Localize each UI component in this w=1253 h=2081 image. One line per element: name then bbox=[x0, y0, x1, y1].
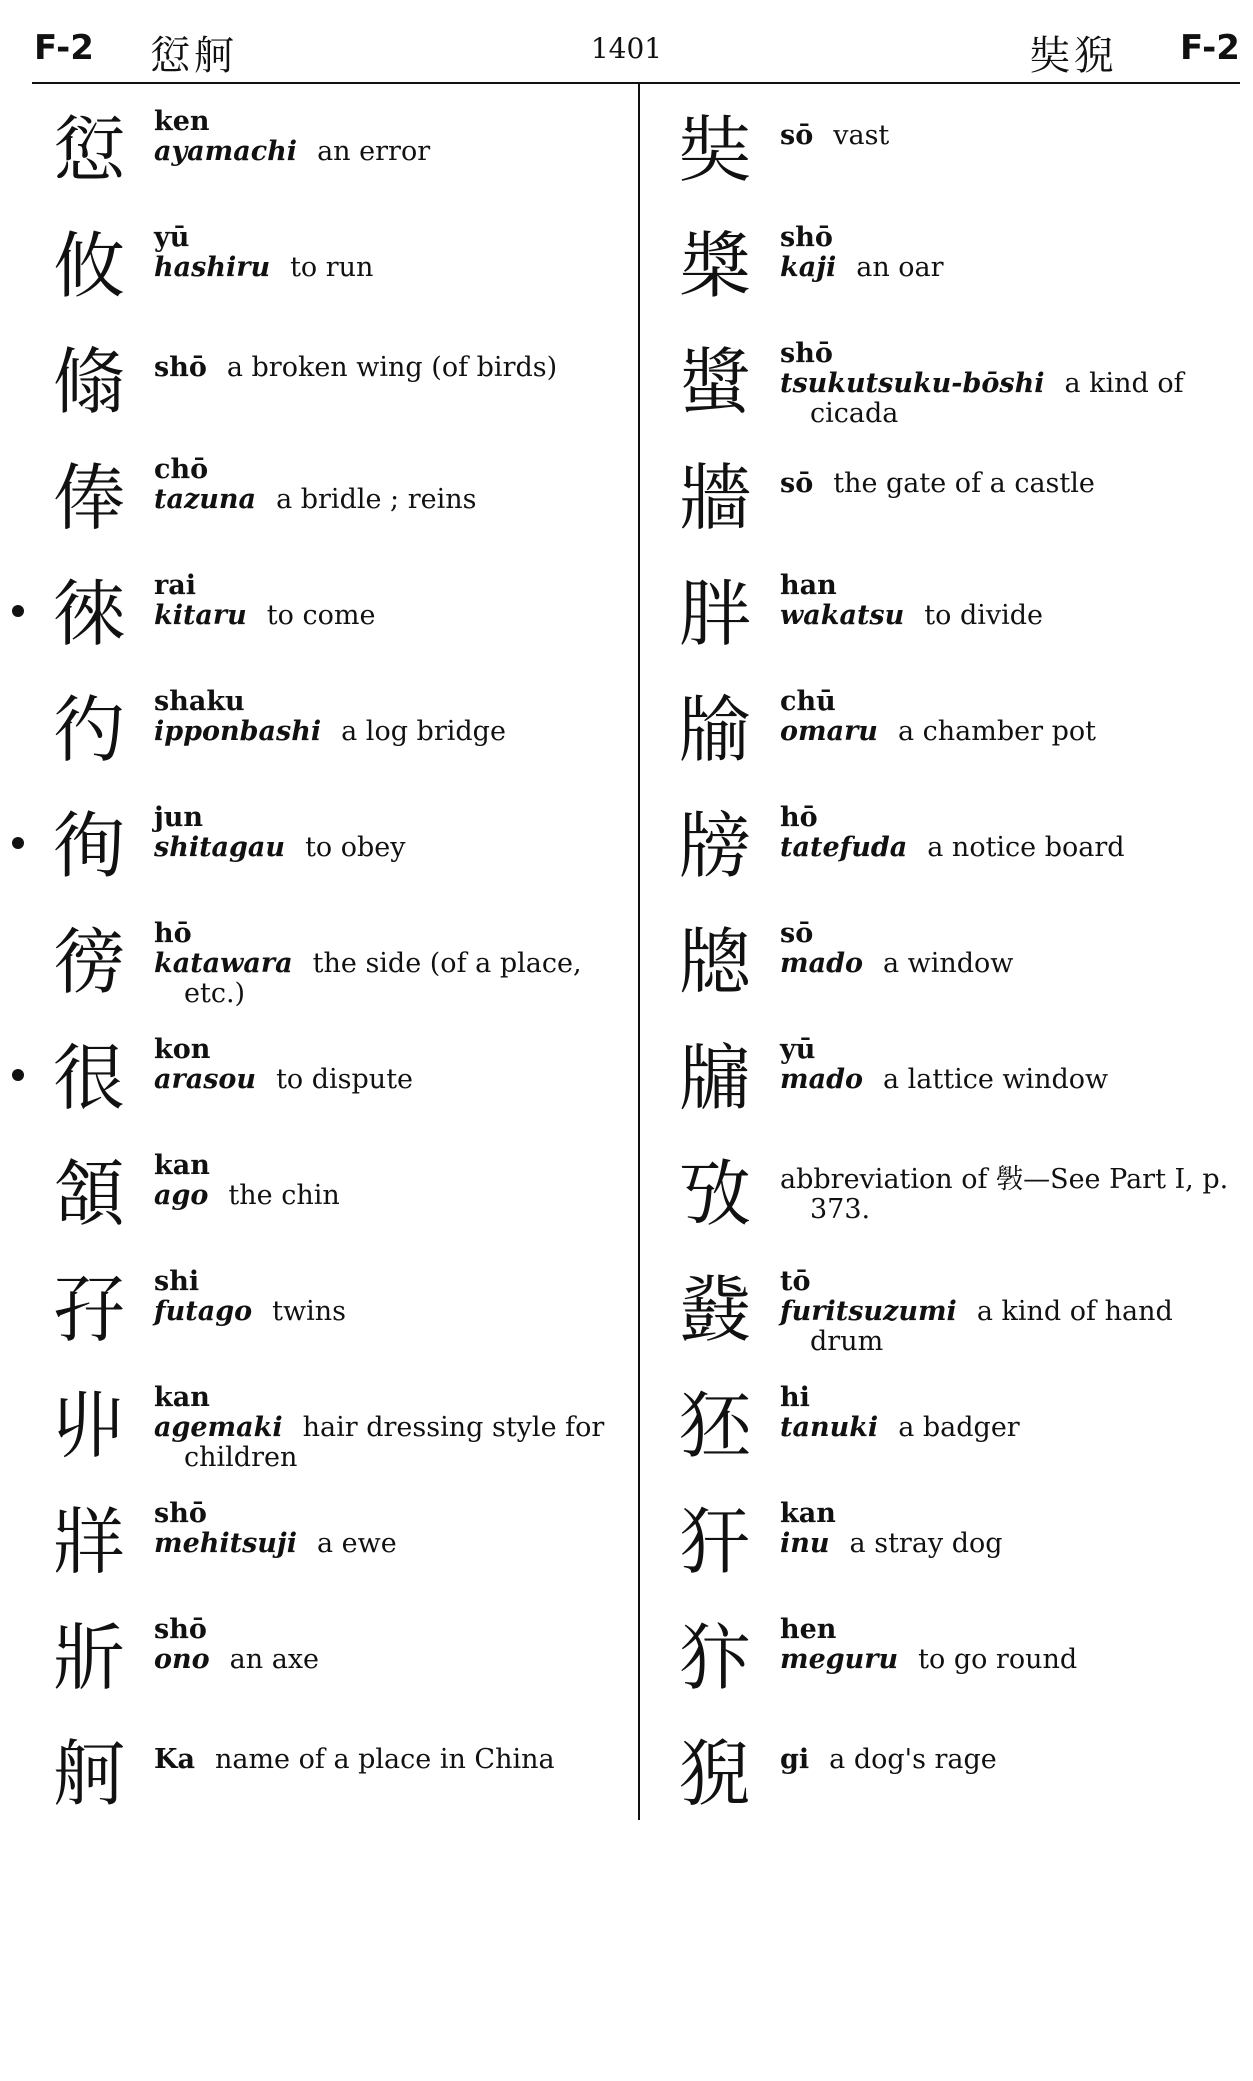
entry-character: 犴 bbox=[678, 1500, 751, 1584]
definition: abbreviation of 斅—See Part I, p. bbox=[780, 1164, 1229, 1195]
definition: the gate of a castle bbox=[833, 468, 1095, 499]
entry-character: 猊 bbox=[678, 1732, 751, 1816]
definition: a kind of hand bbox=[976, 1296, 1173, 1327]
entry-text bbox=[780, 223, 1240, 283]
entry-text bbox=[154, 919, 621, 1009]
entry-text bbox=[780, 687, 1240, 747]
on-reading: yū bbox=[780, 1034, 816, 1065]
entry-text bbox=[154, 1383, 621, 1473]
kun-reading: katawara bbox=[154, 948, 293, 979]
on-reading: shō bbox=[780, 222, 833, 253]
on-reading: shō bbox=[780, 338, 833, 369]
on-reading: chō bbox=[154, 454, 209, 485]
kun-reading: tazuna bbox=[154, 484, 257, 515]
entry-text bbox=[154, 1267, 621, 1327]
kun-reading: ago bbox=[154, 1180, 209, 1211]
definition: twins bbox=[272, 1296, 346, 1327]
entry-character: 俸 bbox=[52, 456, 125, 540]
definition: a window bbox=[882, 948, 1014, 979]
entry-character: 鼗 bbox=[678, 1268, 751, 1352]
dictionary-entry bbox=[660, 1603, 1245, 1713]
entry-text bbox=[780, 803, 1240, 863]
kun-reading: ayamachi bbox=[154, 136, 298, 167]
entry-text bbox=[780, 1499, 1240, 1559]
kun-reading: tanuki bbox=[780, 1412, 879, 1443]
entry-text bbox=[154, 1745, 621, 1775]
page-header bbox=[0, 0, 1253, 80]
dictionary-entry bbox=[660, 327, 1245, 437]
dictionary-entry bbox=[34, 1371, 626, 1481]
dictionary-entry bbox=[34, 1719, 626, 1829]
entry-character: 攷 bbox=[678, 1152, 751, 1236]
entry-text bbox=[780, 1745, 1240, 1775]
dictionary-entry bbox=[660, 211, 1245, 321]
entry-character: 槳 bbox=[678, 224, 751, 308]
dictionary-entry bbox=[660, 95, 1245, 205]
on-reading: shō bbox=[154, 1498, 207, 1529]
dictionary-entry bbox=[34, 1255, 626, 1365]
kun-reading: kaji bbox=[780, 252, 837, 283]
dictionary-entry bbox=[660, 1371, 1245, 1481]
on-reading: kon bbox=[154, 1034, 211, 1065]
entry-text bbox=[154, 107, 621, 167]
kun-reading: shitagau bbox=[154, 832, 286, 863]
definition: a log bridge bbox=[341, 716, 506, 747]
entry-text bbox=[154, 353, 621, 383]
dictionary-entry bbox=[660, 1719, 1245, 1829]
entry-marker-dot bbox=[12, 1069, 24, 1081]
definition: to dispute bbox=[276, 1064, 414, 1095]
on-reading: sō bbox=[780, 120, 814, 151]
on-reading: gi bbox=[780, 1744, 810, 1775]
kun-reading: hashiru bbox=[154, 252, 271, 283]
entry-character: 翛 bbox=[52, 340, 125, 424]
dictionary-entry bbox=[34, 1139, 626, 1249]
dictionary-entry bbox=[660, 675, 1245, 785]
dictionary-entry bbox=[34, 559, 626, 669]
entry-character: 彴 bbox=[52, 688, 125, 772]
dictionary-entry bbox=[660, 1139, 1245, 1249]
entry-text bbox=[780, 1267, 1240, 1357]
dictionary-entry bbox=[34, 907, 626, 1017]
on-reading: yū bbox=[154, 222, 190, 253]
definition: a notice board bbox=[927, 832, 1125, 863]
entry-text bbox=[780, 121, 1240, 151]
entry-marker-dot bbox=[12, 837, 24, 849]
entry-text bbox=[780, 339, 1240, 429]
entry-text bbox=[154, 1615, 621, 1675]
entry-character: 丱 bbox=[52, 1384, 125, 1468]
entry-character: 牕 bbox=[678, 920, 751, 1004]
definition: an error bbox=[317, 136, 431, 167]
kun-reading: mehitsuji bbox=[154, 1528, 297, 1559]
definition: an axe bbox=[229, 1644, 320, 1675]
definition: a badger bbox=[898, 1412, 1020, 1443]
on-reading: shaku bbox=[154, 686, 245, 717]
definition: a stray dog bbox=[849, 1528, 1003, 1559]
on-reading: hō bbox=[780, 802, 818, 833]
definition-continuation: children bbox=[184, 1442, 298, 1473]
entry-character: 胖 bbox=[678, 572, 751, 656]
entry-text bbox=[780, 1165, 1240, 1225]
on-reading: kan bbox=[780, 1498, 836, 1529]
dictionary-entry bbox=[34, 443, 626, 553]
kun-reading: tatefuda bbox=[780, 832, 908, 863]
entry-text bbox=[154, 455, 621, 515]
on-reading: hi bbox=[780, 1382, 810, 1413]
entry-text bbox=[154, 223, 621, 283]
definition: vast bbox=[833, 120, 890, 151]
kun-reading: ono bbox=[154, 1644, 210, 1675]
kun-reading: kitaru bbox=[154, 600, 247, 631]
definition: a chamber pot bbox=[897, 716, 1096, 747]
on-reading: chū bbox=[780, 686, 836, 717]
kun-reading: tsukutsuku-bōshi bbox=[780, 368, 1045, 399]
kun-reading: inu bbox=[780, 1528, 830, 1559]
dictionary-entry bbox=[660, 791, 1245, 901]
kun-reading: wakatsu bbox=[780, 600, 905, 631]
on-reading: han bbox=[780, 570, 837, 601]
definition: a bridle ; reins bbox=[276, 484, 477, 515]
dictionary-entry bbox=[34, 1603, 626, 1713]
header-rule bbox=[32, 82, 1240, 84]
kun-reading: furitsuzumi bbox=[780, 1296, 957, 1327]
definition-continuation: etc.) bbox=[184, 978, 246, 1009]
entry-text bbox=[780, 919, 1240, 979]
kun-reading: arasou bbox=[154, 1064, 257, 1095]
entry-character: 愆 bbox=[52, 108, 125, 192]
dictionary-entry bbox=[34, 95, 626, 205]
entry-character: 斨 bbox=[52, 1616, 125, 1700]
entry-character: 徇 bbox=[52, 804, 125, 888]
on-reading: Ka bbox=[154, 1744, 195, 1775]
dictionary-entry bbox=[34, 327, 626, 437]
entry-text bbox=[154, 803, 621, 863]
entry-character: 奘 bbox=[678, 108, 751, 192]
on-reading: jun bbox=[154, 802, 204, 833]
entry-character: 犿 bbox=[678, 1616, 751, 1700]
definition: to obey bbox=[305, 832, 406, 863]
on-reading: shi bbox=[154, 1266, 200, 1297]
on-reading: ken bbox=[154, 106, 210, 137]
definition: to go round bbox=[918, 1644, 1078, 1675]
on-reading: hen bbox=[780, 1614, 837, 1645]
kun-reading: omaru bbox=[780, 716, 878, 747]
dictionary-entry bbox=[660, 1487, 1245, 1597]
page-number: 1401 bbox=[590, 32, 663, 65]
entry-marker-dot bbox=[12, 605, 24, 617]
entry-character: 螿 bbox=[678, 340, 751, 424]
guide-characters-right: 奘猊 bbox=[1030, 33, 1118, 79]
entry-character: 狉 bbox=[678, 1384, 751, 1468]
on-reading: kan bbox=[154, 1382, 210, 1413]
kun-reading: ipponbashi bbox=[154, 716, 322, 747]
entry-text bbox=[780, 571, 1240, 631]
entry-character: 徬 bbox=[52, 920, 125, 1004]
definition: hair dressing style for bbox=[302, 1412, 605, 1443]
entry-text bbox=[780, 469, 1240, 499]
dictionary-entry bbox=[660, 1255, 1245, 1365]
entry-character: 牓 bbox=[678, 804, 751, 888]
definition: to divide bbox=[924, 600, 1044, 631]
guide-characters-left: 愆舸 bbox=[150, 33, 238, 79]
kun-reading: futago bbox=[154, 1296, 253, 1327]
definition: to run bbox=[290, 252, 374, 283]
kun-reading: meguru bbox=[780, 1644, 899, 1675]
definition: a lattice window bbox=[882, 1064, 1109, 1095]
definition: a ewe bbox=[316, 1528, 397, 1559]
entry-character: 牏 bbox=[678, 688, 751, 772]
on-reading: shō bbox=[154, 1614, 207, 1645]
definition: name of a place in China bbox=[214, 1744, 555, 1775]
on-reading: sō bbox=[780, 468, 814, 499]
entry-text bbox=[154, 1035, 621, 1095]
section-label-right: F-2 bbox=[1180, 28, 1240, 68]
on-reading: sō bbox=[780, 918, 814, 949]
entry-text bbox=[154, 687, 621, 747]
entry-text bbox=[780, 1383, 1240, 1443]
definition: the chin bbox=[228, 1180, 340, 1211]
dictionary-entry bbox=[660, 1023, 1245, 1133]
kun-reading: mado bbox=[780, 1064, 863, 1095]
dictionary-entry bbox=[34, 211, 626, 321]
definition: a kind of bbox=[1064, 368, 1184, 399]
entry-text bbox=[154, 571, 621, 631]
entry-character: 很 bbox=[52, 1036, 125, 1120]
dictionary-entry bbox=[660, 907, 1245, 1017]
definition: the side (of a place, bbox=[312, 948, 582, 979]
dictionary-entry bbox=[34, 675, 626, 785]
definition-continuation: drum bbox=[810, 1326, 884, 1357]
definition: to come bbox=[266, 600, 376, 631]
kun-reading: agemaki bbox=[154, 1412, 283, 1443]
on-reading: hō bbox=[154, 918, 192, 949]
section-label-left: F-2 bbox=[34, 28, 94, 68]
entry-text bbox=[154, 1499, 621, 1559]
entry-character: 孖 bbox=[52, 1268, 125, 1352]
entry-character: 牖 bbox=[678, 1036, 751, 1120]
dictionary-entry bbox=[34, 791, 626, 901]
definition-continuation: 373. bbox=[810, 1194, 871, 1225]
kun-reading: mado bbox=[780, 948, 863, 979]
entry-text bbox=[154, 1151, 621, 1211]
on-reading: tō bbox=[780, 1266, 811, 1297]
on-reading: shō bbox=[154, 352, 207, 383]
on-reading: rai bbox=[154, 570, 196, 601]
definition: a broken wing (of birds) bbox=[226, 352, 558, 383]
entry-text bbox=[780, 1615, 1240, 1675]
dictionary-entry bbox=[660, 443, 1245, 553]
dictionary-entry bbox=[34, 1487, 626, 1597]
entry-character: 徠 bbox=[52, 572, 125, 656]
entry-character: 牆 bbox=[678, 456, 751, 540]
column-divider bbox=[638, 82, 640, 1820]
entry-character: 舸 bbox=[52, 1732, 125, 1816]
definition-continuation: cicada bbox=[810, 398, 899, 429]
entry-character: 攸 bbox=[52, 224, 125, 308]
definition: a dog's rage bbox=[829, 1744, 997, 1775]
entry-text bbox=[780, 1035, 1240, 1095]
dictionary-entry bbox=[660, 559, 1245, 669]
dictionary-entry bbox=[34, 1023, 626, 1133]
definition: an oar bbox=[856, 252, 944, 283]
entry-character: 頷 bbox=[52, 1152, 125, 1236]
on-reading: kan bbox=[154, 1150, 210, 1181]
entry-character: 牂 bbox=[52, 1500, 125, 1584]
